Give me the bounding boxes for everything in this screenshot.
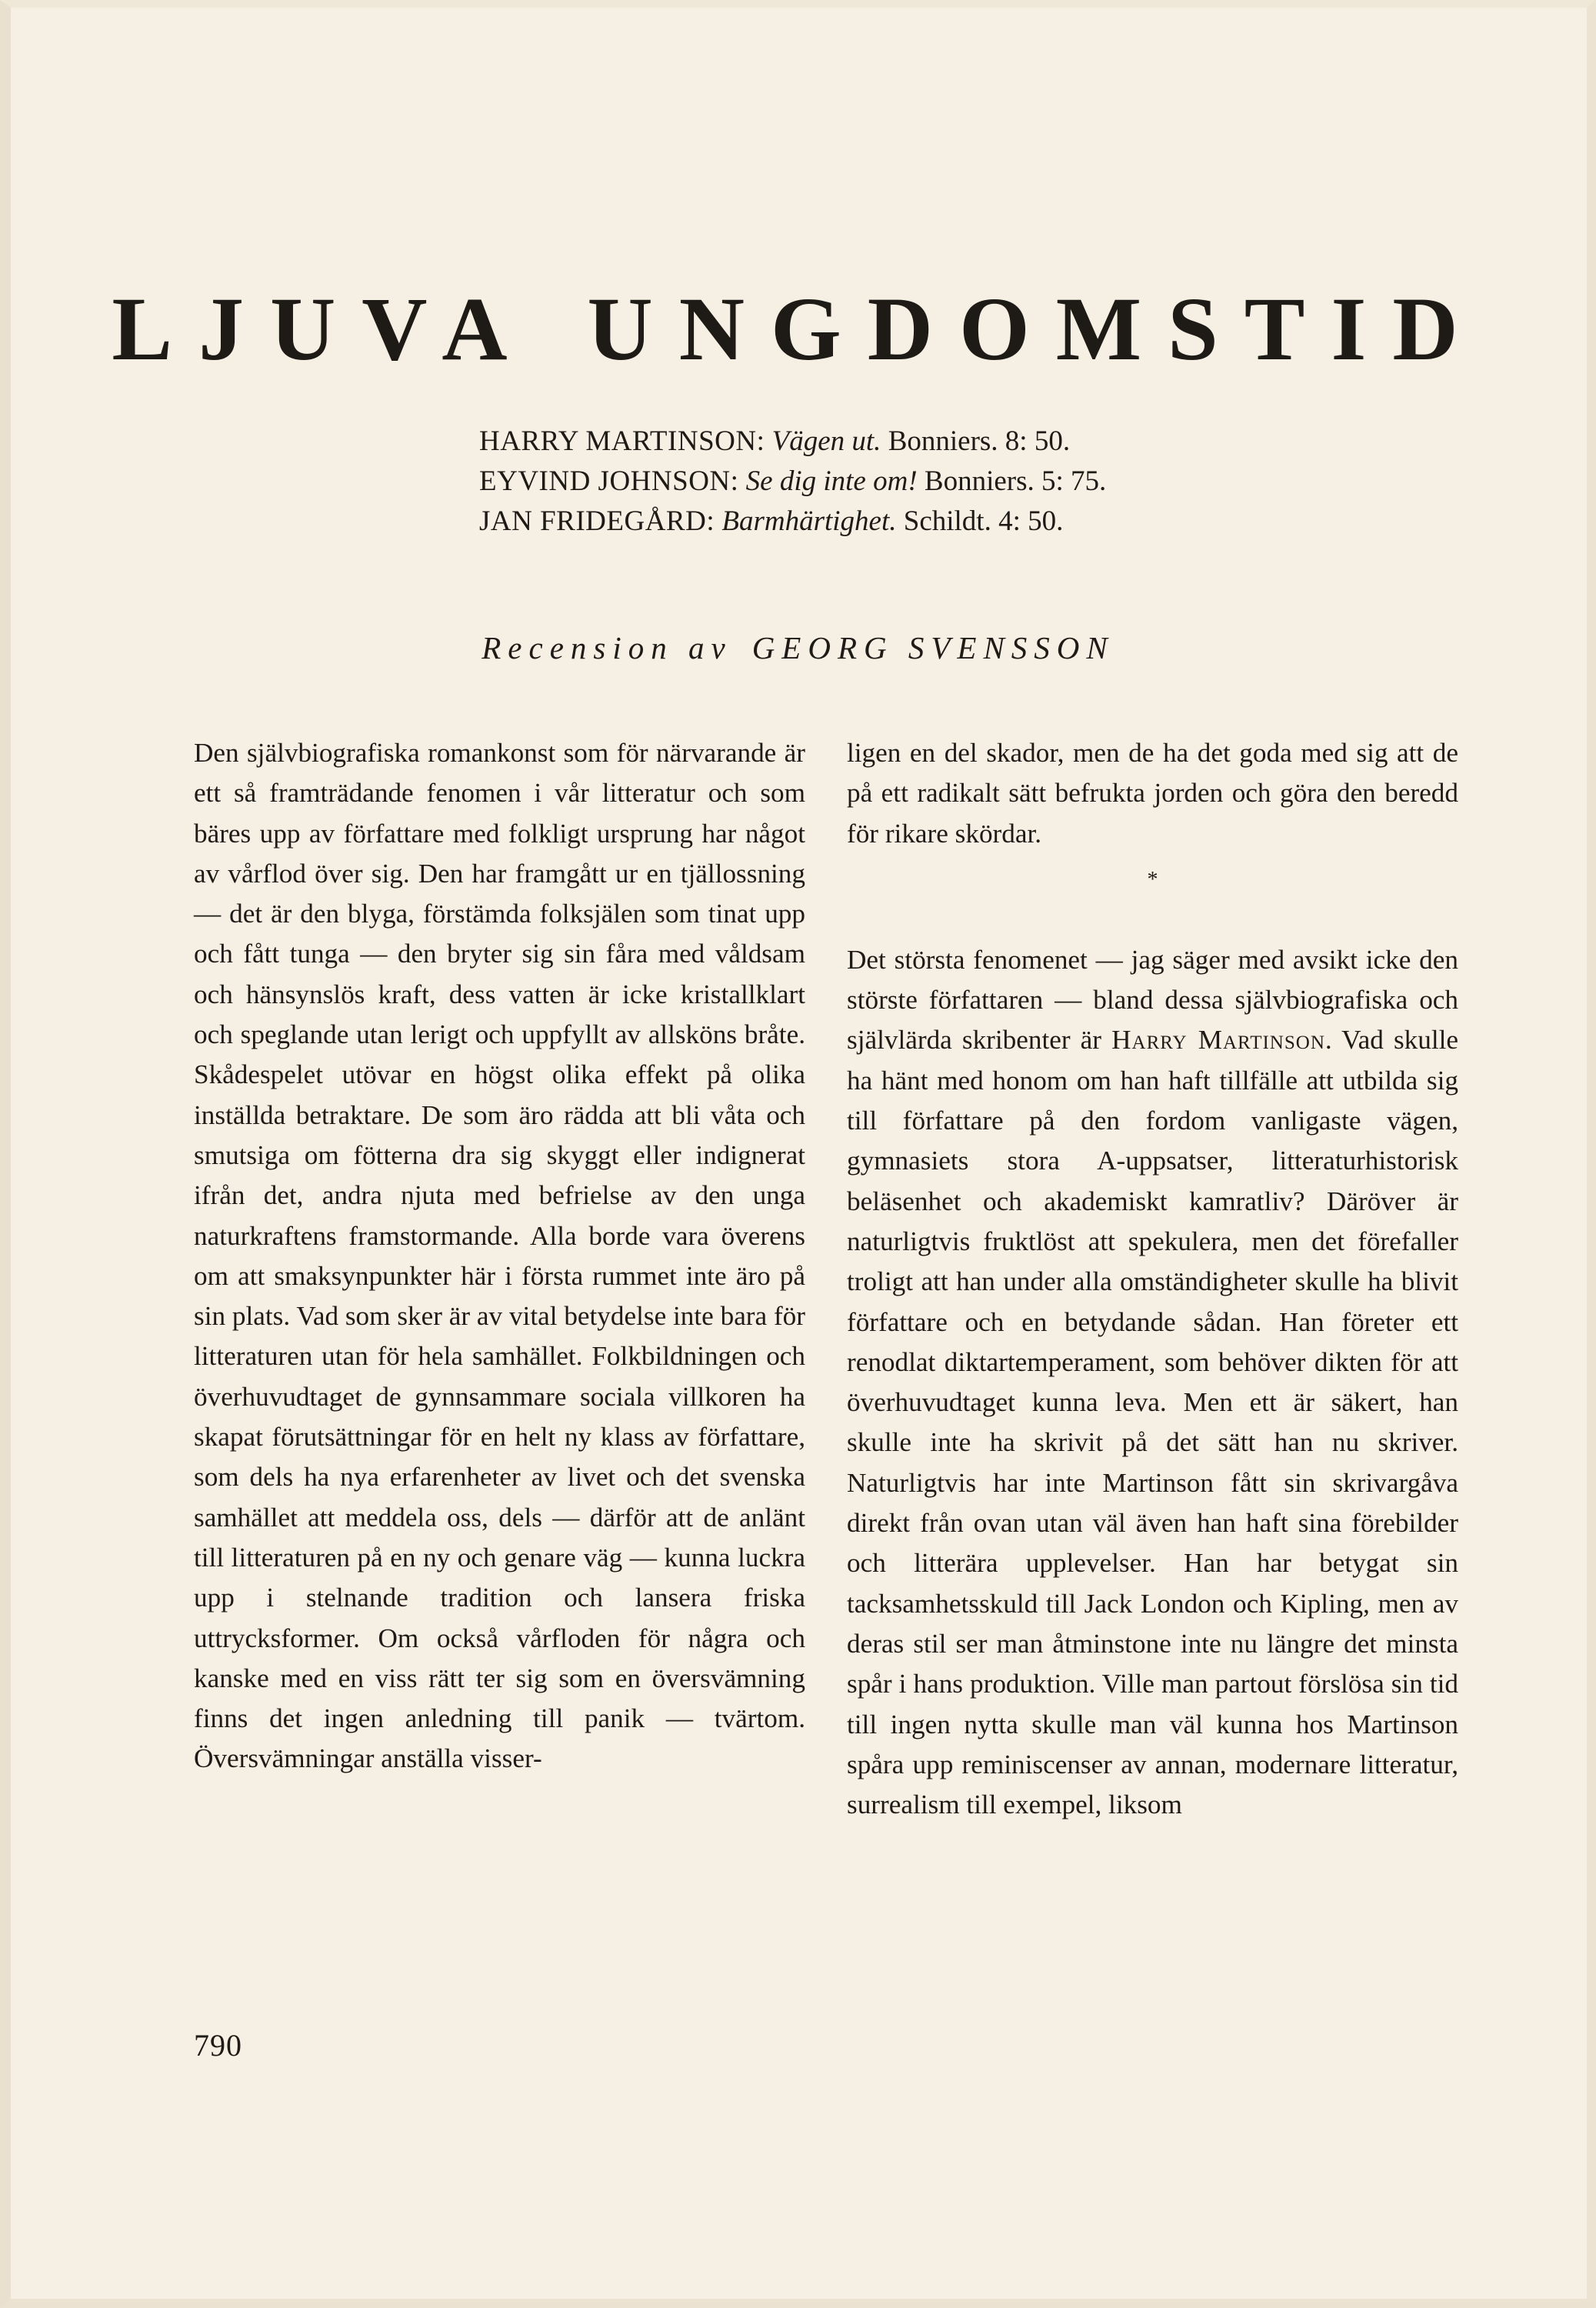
book-entry bbox=[479, 462, 1106, 502]
book-publisher: Bonniers. bbox=[888, 425, 998, 457]
title-word-1: LJUVA bbox=[112, 278, 534, 379]
body-paragraph bbox=[847, 940, 1458, 1826]
reviewer-name: GEORG SVENSSON bbox=[751, 630, 1115, 665]
page-number: 790 bbox=[194, 2028, 242, 2063]
book-title: Barmhärtighet. bbox=[721, 505, 897, 537]
reviewer-byline bbox=[0, 629, 1596, 666]
book-author: HARRY MARTINSON: bbox=[479, 425, 765, 457]
book-price: 8: 50. bbox=[1005, 425, 1071, 457]
book-title: Vägen ut. bbox=[771, 425, 881, 457]
paragraph-intro: Det största fenomenet — jag säger med avsikt icke den störste författaren — bland dessa självbiografiska och självlärda skribenter är bbox=[847, 944, 1458, 1056]
section-divider-asterisk: * bbox=[1147, 867, 1158, 892]
article-title bbox=[108, 279, 1488, 379]
body-paragraph: Den självbiografiska romankonst som för närvarande är ett så framträdande fenomen i vår litteratur och som bäres upp av författare med folkligt ursprung har något av vårflod över sig. Den har framgått ur en tjällossning — det är den blyga, förstämda folksjälen som tinat upp och fått tunga — den bryter sig sin fåra med våldsam och hänsynslös kraft, dess vatten är icke kristallklart och speglande utan lerigt och uppfyllt av allsköns bråte. Skådespelet utövar en högst olika effekt på olika inställda betraktare. De som äro rädda att bli våta och smutsiga om fötterna dra sig skyggt eller indignerat ifrån det, andra njuta med befrielse av den unga naturkraftens framstormande. Alla borde vara överens om att smaksynpunkter här i första rummet inte äro på sin plats. Vad som sker är av vital betydelse inte bara för litteraturen utan för hela samhället. Folkbildningen och överhuvudtaget de gynnsammare sociala villkoren ha skapat förutsättningar för en helt ny klass av författare, som dels ha nya erfarenheter av livet och det svenska samhället att meddela oss, dels — därför att de anlänt till litteraturen på en ny och genare väg — kunna luckra upp i stelnande tradition och lansera friska uttrycksformer. Om också vårfloden för några och kanske med en viss rätt ter sig som en översvämning finns det ingen anledning till panik — tvärtom. Översvämningar anställa visser- bbox=[194, 738, 805, 1774]
body-column-left bbox=[194, 733, 805, 1779]
book-entry bbox=[479, 502, 1106, 542]
paragraph-rest: . Vad skulle ha hänt med honom om han haft tillfälle att utbilda sig till författare på den fordom vanligaste vägen, gymnasiets stora A-uppsatser, litteraturhistorisk beläsenhet och akademiskt kamratliv? Däröver är naturligtvis fruktlöst att spekulera, men det förefaller troligt att han under alla omständigheter skulle ha blivit författare och en betydande sådan. Han företer ett renodlat diktartemperament, som behöver dikten för att överhuvudtaget kunna leva. Men ett är säkert, han skulle inte ha skrivit på det sätt han nu skriver. Naturligtvis har inte Martinson fått sin skrivargåva direkt från ovan utan väl även han haft sina förebilder och litterära upplevelser. Han har betygat sin tacksamhetsskuld till Jack London och Kipling, men av deras stil ser man åtminstone inte nu längre det minsta spår i hans produktion. Ville man partout förslösa sin tid till ingen nytta skulle man väl kunna hos Martinson spåra upp reminiscenser av annan, modernare litteratur, surrealism till exempel, liksom bbox=[847, 1025, 1458, 1820]
book-author: JAN FRIDEGÅRD: bbox=[479, 505, 715, 537]
book-publisher: Bonniers. bbox=[924, 465, 1035, 497]
book-publisher: Schildt. bbox=[903, 505, 991, 537]
body-paragraph: ligen en del skador, men de ha det goda med sig att de på ett radikalt sätt befrukta jorden och göra den beredd för rikare skördar. bbox=[847, 738, 1458, 849]
reviewed-books-list bbox=[479, 422, 1106, 542]
reviewer-prefix: Recension av bbox=[481, 630, 732, 665]
book-price: 5: 75. bbox=[1041, 465, 1107, 497]
book-title: Se dig inte om! bbox=[745, 465, 918, 497]
body-column-right bbox=[847, 733, 1458, 1825]
book-price: 4: 50. bbox=[998, 505, 1064, 537]
author-name-smallcaps: Harry Martinson bbox=[1111, 1025, 1325, 1056]
book-author: EYVIND JOHNSON: bbox=[479, 465, 739, 497]
title-word-2: UNGDOMSTID bbox=[587, 278, 1484, 379]
book-entry bbox=[479, 422, 1106, 462]
